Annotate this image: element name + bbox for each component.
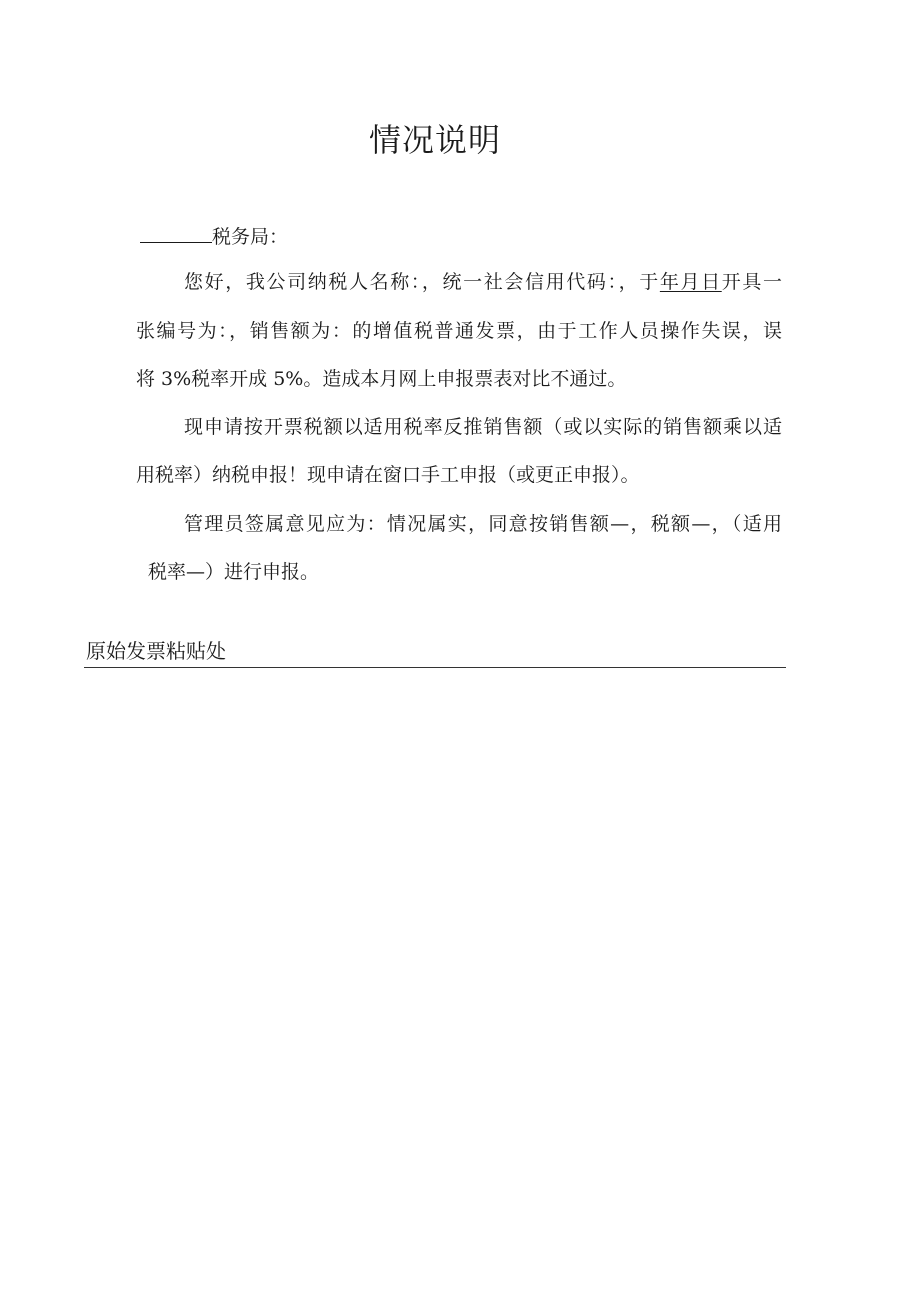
paragraph-2-line-1: 现申请按开票税额以适用税率反推销售额（或以实际的销售额乘以适 bbox=[184, 416, 782, 438]
paragraph-3-line-2: 税率—）进行申报。 bbox=[148, 561, 320, 583]
p1-text-a: 您好，我公司纳税人名称：，统一社会信用代码：，于 bbox=[184, 271, 660, 293]
addressee-blank bbox=[140, 222, 212, 243]
page-title: 情况说明 bbox=[368, 121, 501, 159]
p1-date: 年月日 bbox=[659, 271, 722, 293]
paragraph-1-line-2: 张编号为：，销售额为：的增值税普通发票，由于工作人员操作失误，误 bbox=[136, 320, 782, 342]
attachment-divider bbox=[84, 667, 786, 668]
paragraph-3-line-1: 管理员签属意见应为：情况属实，同意按销售额—，税额—，（适用 bbox=[184, 513, 782, 535]
paragraph-1-line-1 bbox=[136, 268, 782, 296]
addressee-text: 税务局： bbox=[212, 226, 289, 248]
p1-text-b: 开具一 bbox=[721, 271, 782, 293]
paragraph-1-line-3: 将 3%税率开成 5%。造成本月网上申报票表对比不通过。 bbox=[136, 368, 627, 390]
attachment-label: 原始发票粘贴处 bbox=[86, 639, 226, 663]
paragraph-2-line-2: 用税率）纳税申报！现申请在窗口手工申报（或更正申报）。 bbox=[136, 464, 640, 486]
addressee-line bbox=[140, 222, 288, 251]
